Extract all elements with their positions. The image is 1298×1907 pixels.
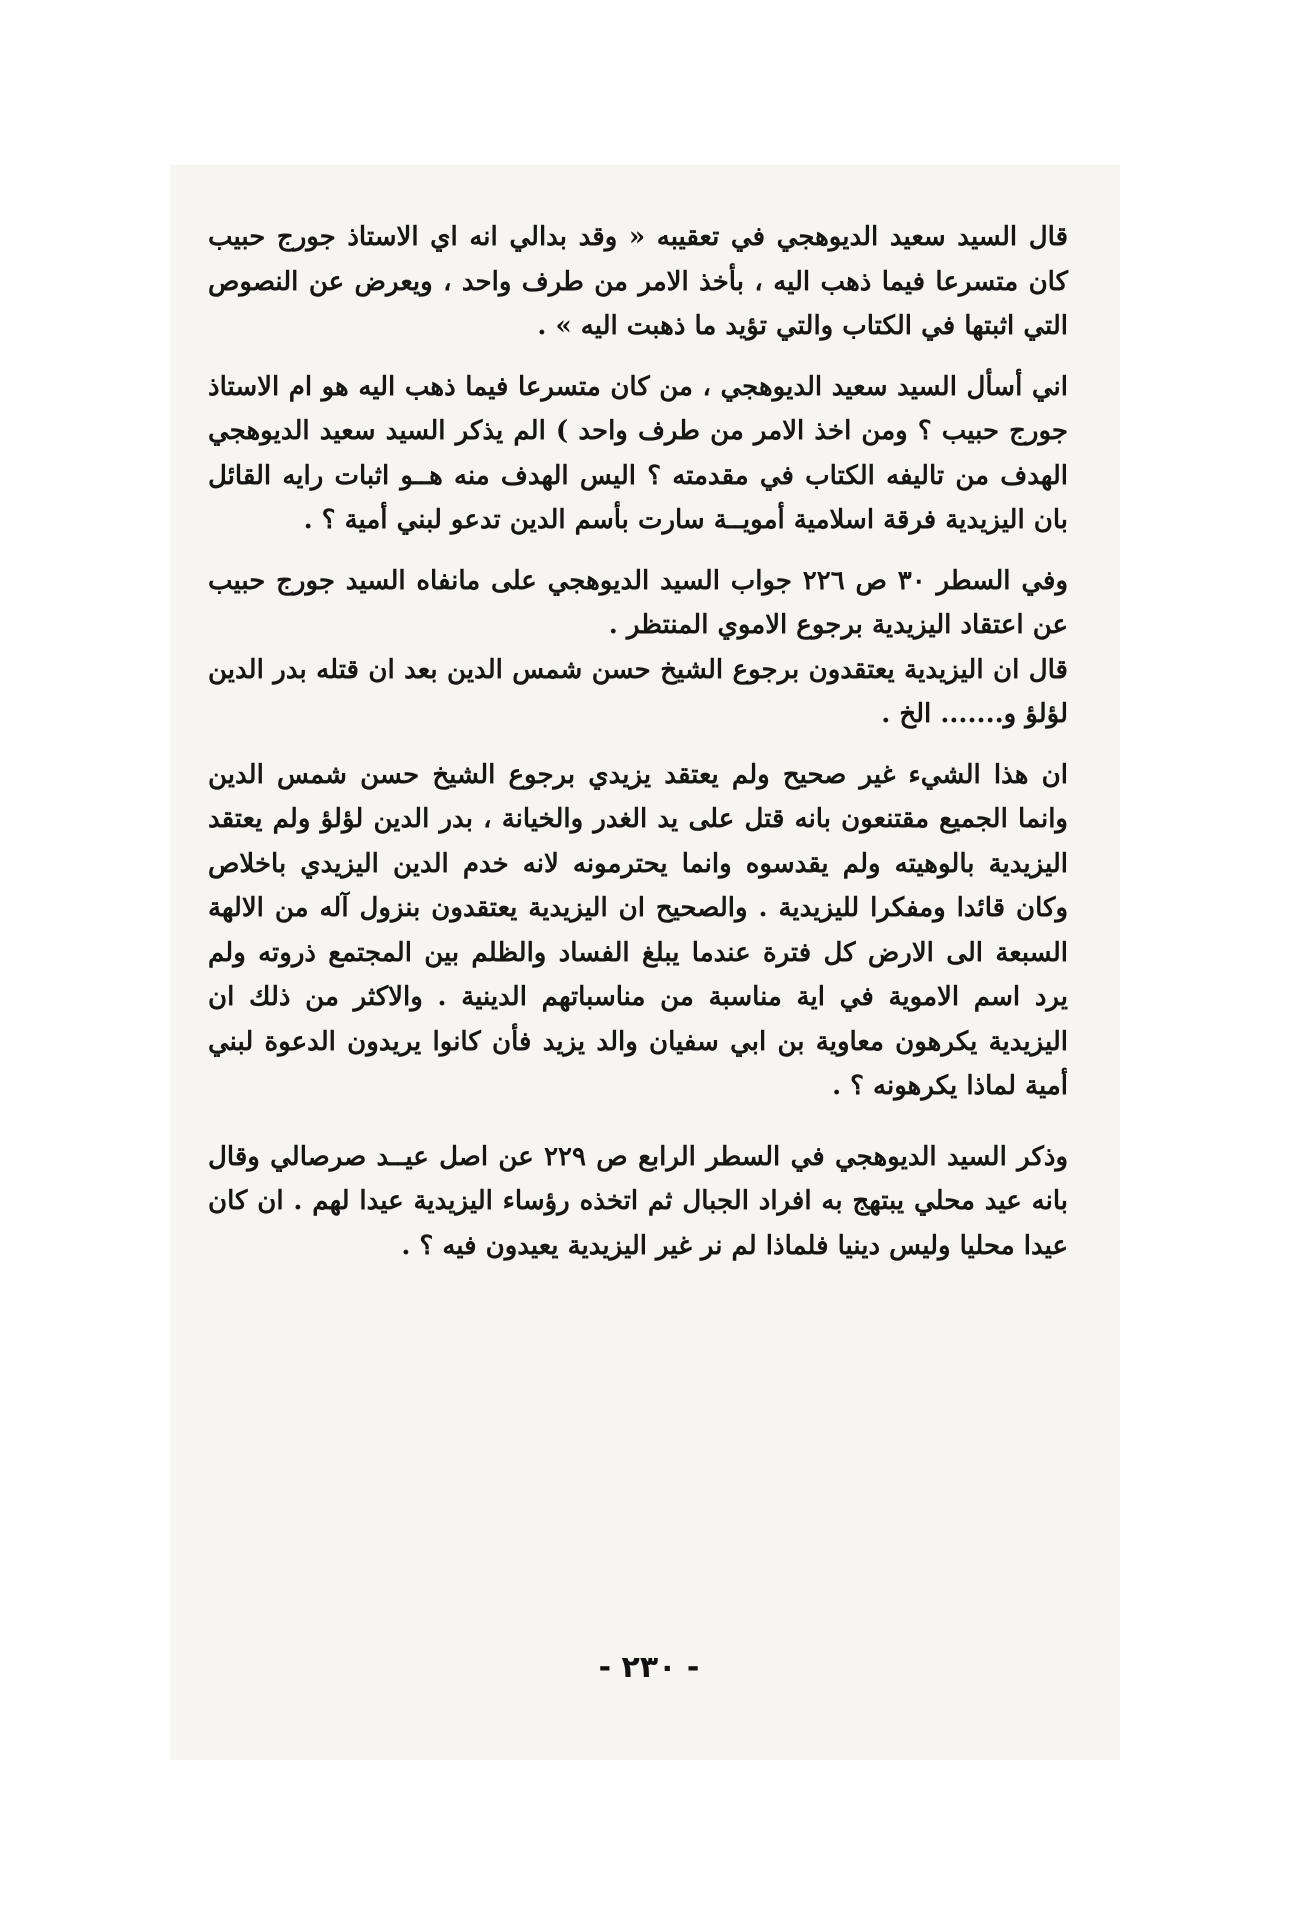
paragraph-question: اني أسأل السيد سعيد الديوهجي ، من كان متسرعا فيما ذهب اليه هو ام الاستاذ جورج حبيب ؟ ومن اخذ الامر من طرف واحد ) الم يذكر السيد سعيد الديوهجي الهدف من تاليفه الكتاب في مقدمته ؟ اليس الهدف منه هــو اثبات رايه القائل بان اليزيدية فرقة اسلامية أمويــة سارت بأسم الدين تدعو لبني أمية ؟ . [208, 371, 1068, 535]
paragraph-sarsali-feast: وذكر السيد الديوهجي في السطر الرابع ص ٢٢٩ عن اصل عيــد صرصالي وقال بانه عيد محلي يبتهج به افراد الجبال ثم اتخذه رؤساء اليزيدية عيدا لهم . ان كان عيدا محليا وليس دينيا فلماذا لم نر غير اليزيدية يعيدون فيه ؟ . [208, 1141, 1069, 1261]
page-number: - ٢٣٠ - [598, 1650, 700, 1685]
paragraph-quote: قال السيد سعيد الديوهجي في تعقيبه « وقد بدالي انه اي الاستاذ جورج حبيب كان متسرعا فيما ذهب اليه ، بأخذ الامر من طرف واحد ، ويعرض عن النصوص التي اثبتها في الكتاب والتي تؤيد ما ذهبت اليه » . [208, 222, 1068, 341]
document-body [208, 215, 1068, 1268]
paragraph-line-reference: وفي السطر ٣٠ ص ٢٢٦ جواب السيد الديوهجي على مانفاه السيد جورج حبيب عن اعتقاد اليزيدية برجوع الاموي المنتظر . [208, 565, 1068, 640]
paragraph-claim: قال ان اليزيدية يعتقدون برجوع الشيخ حسن شمس الدين بعد ان قتله بدر الدين لؤلؤ و....... الخ . [208, 654, 1068, 729]
paragraph-rebuttal: ان هذا الشيء غير صحيح ولم يعتقد يزيدي برجوع الشيخ حسن شمس الدين وانما الجميع مقتنعون بانه قتل على يد الغدر والخيانة ، بدر الدين لؤلؤ ولم يعتقد اليزيدية بالوهيته ولم يقدسوه وانما يحترمونه لانه خدم الدين اليزيدي باخلاص وكان قائدا ومفكرا لليزيدية . والصحيح ان اليزيدية يعتقدون بنزول آله من الالهة السبعة الى الارض كل فترة عندما يبلغ الفساد والظلم بين المجتمع ذروته ولم يرد اسم الاموية في اية مناسبة من مناسباتهم الدينية . والاكثر من ذلك ان اليزيدية يكرهون معاوية بن ابي سفيان والد يزيد فأن كانوا يريدون الدعوة لبني أمية لماذا يكرهونه ؟ . [208, 759, 1068, 1101]
